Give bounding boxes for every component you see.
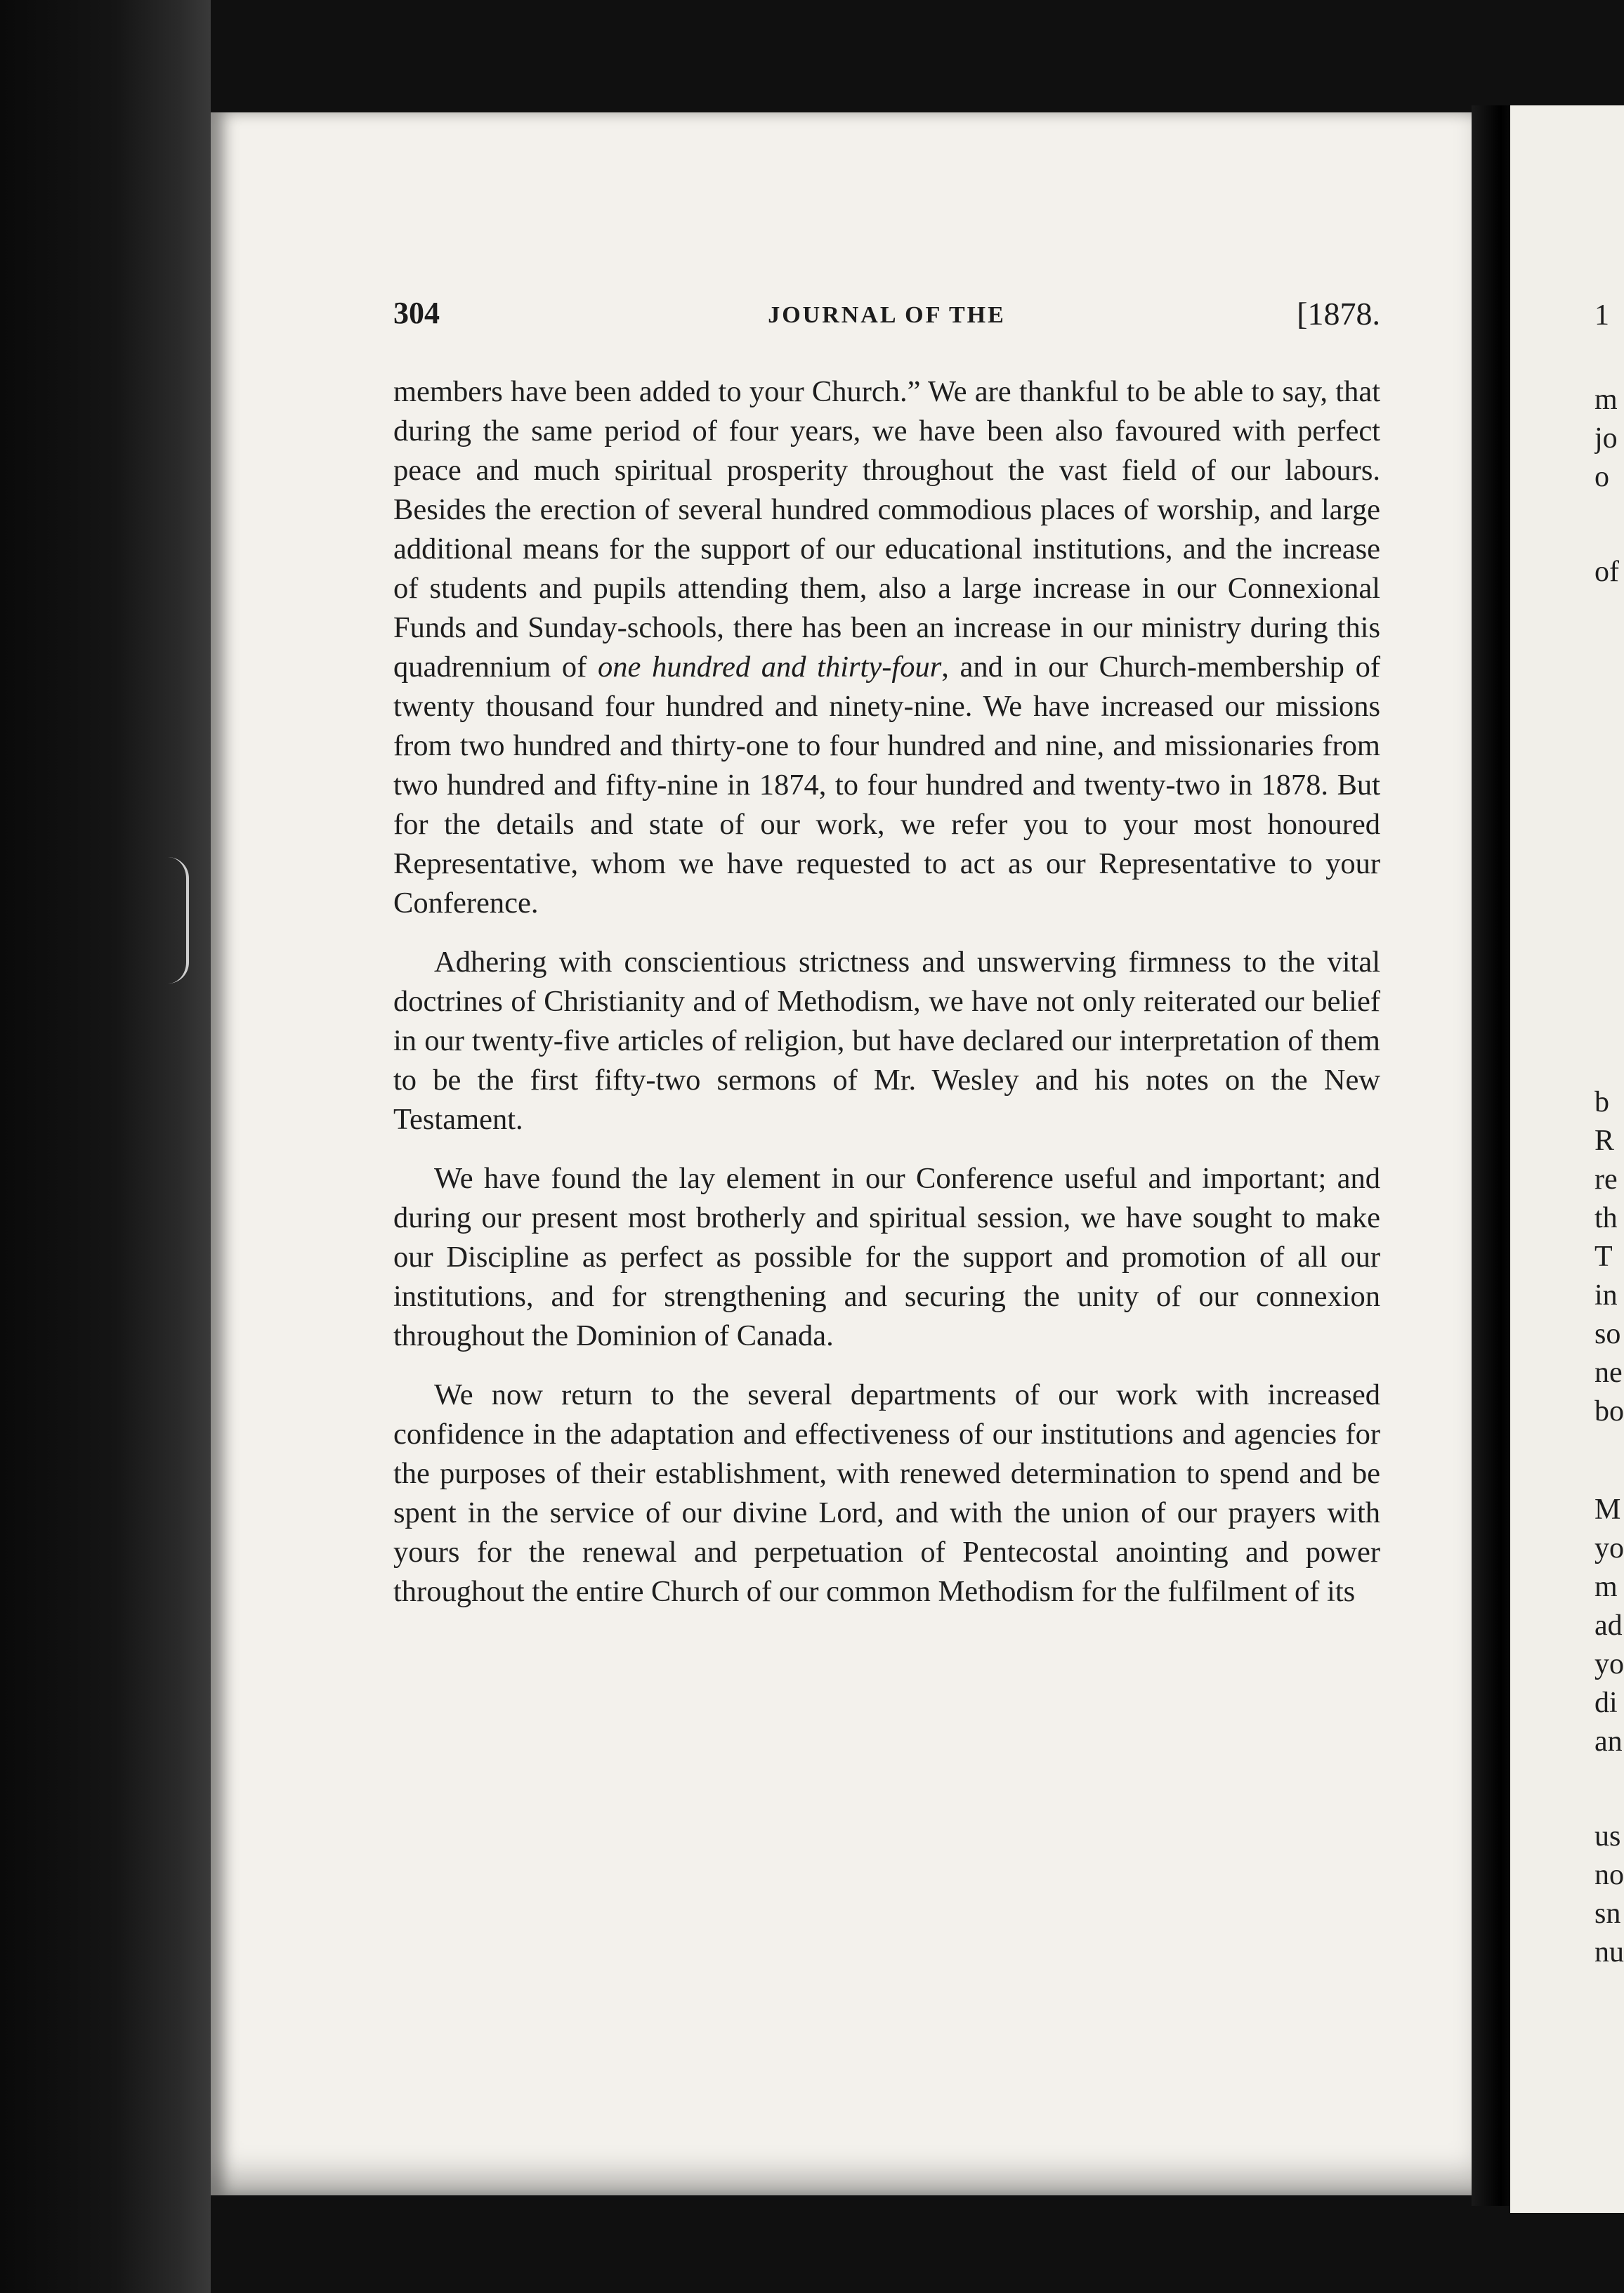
adjacent-fragment: m <box>1594 1571 1618 1603</box>
adjacent-fragment: yo <box>1594 1532 1624 1564</box>
adjacent-fragment: no <box>1594 1859 1624 1891</box>
adjacent-fragment: R <box>1594 1125 1615 1157</box>
adjacent-fragment: ad <box>1594 1609 1623 1642</box>
paragraph-1 <box>393 372 1380 923</box>
page-number: 304 <box>393 296 440 330</box>
adjacent-fragment: of <box>1594 556 1619 588</box>
adjacent-fragment: us <box>1594 1820 1621 1853</box>
page-header <box>393 295 1380 337</box>
adjacent-fragment: di <box>1594 1687 1618 1719</box>
paragraph-1-italic: one hundred and thirty-four <box>597 651 942 684</box>
adjacent-fragment: nu <box>1594 1936 1624 1968</box>
adjacent-fragment: sn <box>1594 1897 1621 1930</box>
adjacent-fragment: ne <box>1594 1357 1623 1389</box>
book-spine-edge <box>0 0 211 2293</box>
adjacent-fragment: m <box>1594 384 1618 416</box>
adjacent-fragment: T <box>1594 1241 1613 1273</box>
paragraph-1-text-after: , and in our Church-membership of twenty thousand four hundred and ninety-nine. We have increased our missions from two hundred and thirty-one to four hundred and nine, and missionaries from two hundred and fifty-nine in 1874, to four hundred and twenty-two in 1878. But for the details and state of our work, we refer you to your most honoured Representative, whom we have requested to act as our Representative to your Conference. <box>393 651 1381 920</box>
adjacent-fragment: yo <box>1594 1648 1624 1680</box>
running-head: JOURNAL OF THE <box>768 302 1006 328</box>
paragraph-3: We have found the lay element in our Conference useful and important; and during our present most brotherly and spiritual session, we have sought to make our Discipline as perfect as possible for the support and promotion of all our institutions, and for strengthening and securing the unity of our connexion throughout the Dominion of Canada. <box>393 1162 1380 1352</box>
adjacent-page-text <box>1594 0 1624 2293</box>
header-year: [1878. <box>1297 296 1380 332</box>
adjacent-fragment: 1 <box>1594 299 1609 332</box>
adjacent-fragment: re <box>1594 1163 1618 1196</box>
adjacent-fragment: so <box>1594 1318 1621 1350</box>
adjacent-fragment: jo <box>1594 422 1618 455</box>
adjacent-fragment: bo <box>1594 1395 1624 1428</box>
adjacent-fragment: in <box>1594 1279 1618 1312</box>
page-clip-mark <box>165 857 189 984</box>
page-body <box>393 372 1380 1631</box>
adjacent-fragment: M <box>1594 1494 1621 1526</box>
adjacent-fragment: an <box>1594 1725 1623 1758</box>
adjacent-fragment: b <box>1594 1086 1609 1118</box>
paragraph-2: Adhering with conscientious strictness and unswerving firmness to the vital doctrines of Christianity and of Methodism, we have not only reiterated our belief in our twenty-five articles of religion, but have declared our interpretation of them to be the first fifty-two sermons of Mr. Wesley and his notes on the New Testament. <box>393 946 1380 1136</box>
paragraph-4: We now return to the several departments of our work with increased confidence in the adaptation and effectiveness of our institutions and agencies for the purposes of their establishment, with renewed determination to spend and be spent in the service of our divine Lord, and with the union of our prayers with yours for the renewal and perpetuation of Pentecostal anointing and power throughout the entire Church of our common Methodism for the fulfilment of its <box>393 1378 1380 1608</box>
adjacent-fragment: o <box>1594 461 1609 493</box>
adjacent-fragment: th <box>1594 1202 1618 1234</box>
paragraph-1-text: members have been added to your Church.” We are thankful to be able to say, that during the same period of four years, we have been also favoured with perfect peace and much spiritual prosperity throughout the vast field of our labours. Besides the erection of several hundred commodious places of worship, and large additional means for the support of our educational institutions, and the increase of students and pupils attending them, also a large increase in our Connexional Funds and Sunday-schools, there has been an increase in our ministry during this quadrennium of <box>393 375 1380 684</box>
